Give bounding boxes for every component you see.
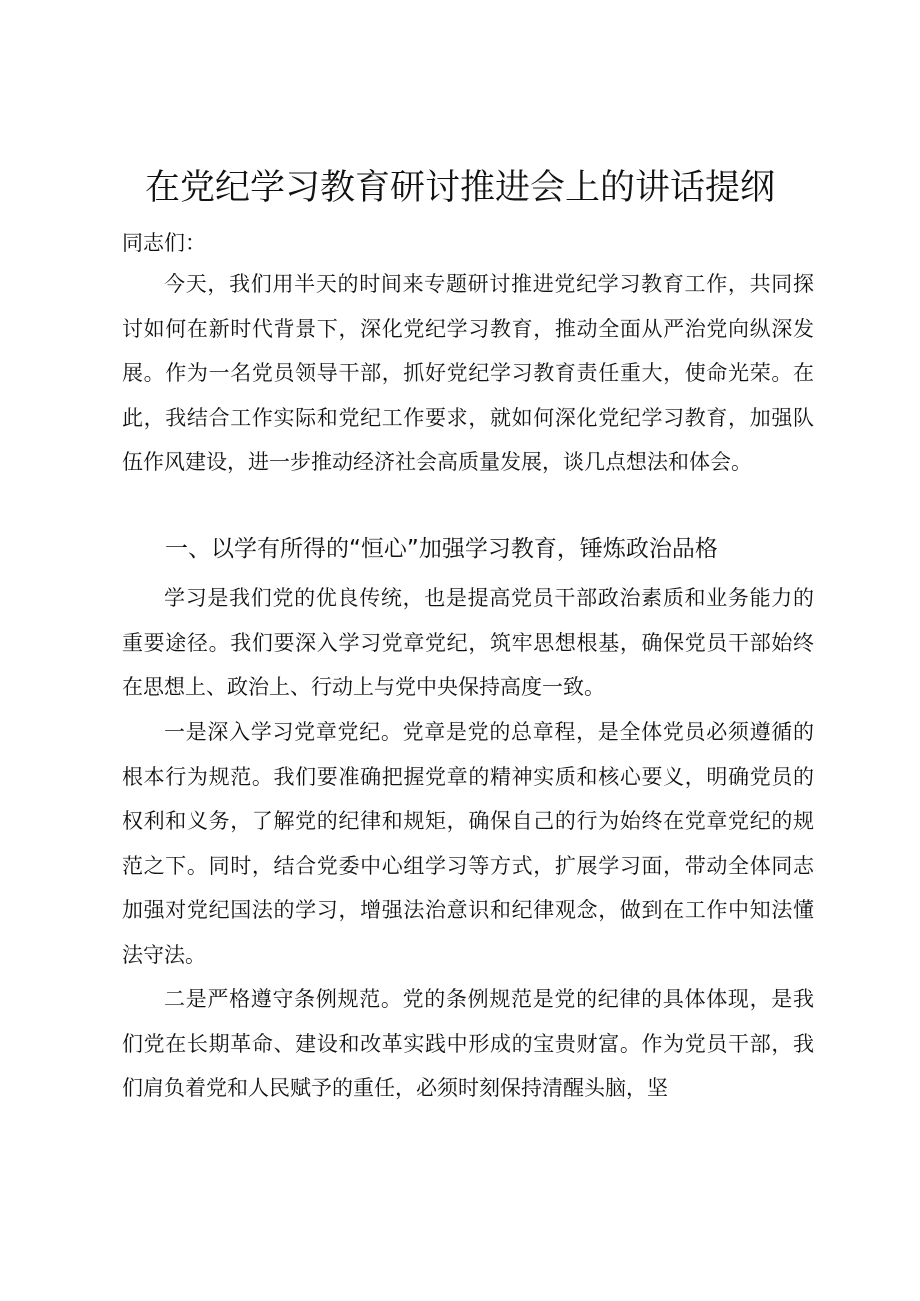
document-title: 在党纪学习教育研讨推进会上的讲话提纲 xyxy=(144,168,775,208)
paragraph-regulations: 二是严格遵守条例规范。党的条例规范是党的纪律的具体体现，是我们党在长期革命、建设和改革实践中形成的宝贵财富。作为党员干部，我们肩负着党和人民赋予的重任，必须时刻保持清醒头脑，坚 xyxy=(122,987,814,1100)
paragraph-party-constitution: 一是深入学习党章党纪。党章是党的总章程，是全体党员必须遵循的根本行为规范。我们要准确把握党章的精神实质和核心要义，明确党员的权利和义务，了解党的纪律和规矩，确保自己的行为始终在党章党纪的规范之下。同时，结合党委中心组学习等方式，扩展学习面，带动全体同志加强对党纪国法的学习，增强法治意识和纪律观念，做到在工作中知法懂法守法。 xyxy=(122,720,814,967)
paragraph-intro: 今天，我们用半天的时间来专题研讨推进党纪学习教育工作，共同探讨如何在新时代背景下，深化党纪学习教育，推动全面从严治党向纵深发展。作为一名党员领导干部，抓好党纪学习教育责任重大，使命光荣。在此，我结合工作实际和党纪工作要求，就如何深化党纪学习教育，加强队伍作风建设，进一步推动经济社会高质量发展，谈几点想法和体会。 xyxy=(122,272,814,474)
paragraph-study-tradition: 学习是我们党的优良传统，也是提高党员干部政治素质和业务能力的重要途径。我们要深入学习党章党纪，筑牢思想根基，确保党员干部始终在思想上、政治上、行动上与党中央保持高度一致。 xyxy=(122,586,814,699)
salutation: 同志们： xyxy=(122,231,206,255)
section-heading-1: 一、以学有所得的“恒心”加强学习教育，锤炼政治品格 xyxy=(165,536,718,562)
